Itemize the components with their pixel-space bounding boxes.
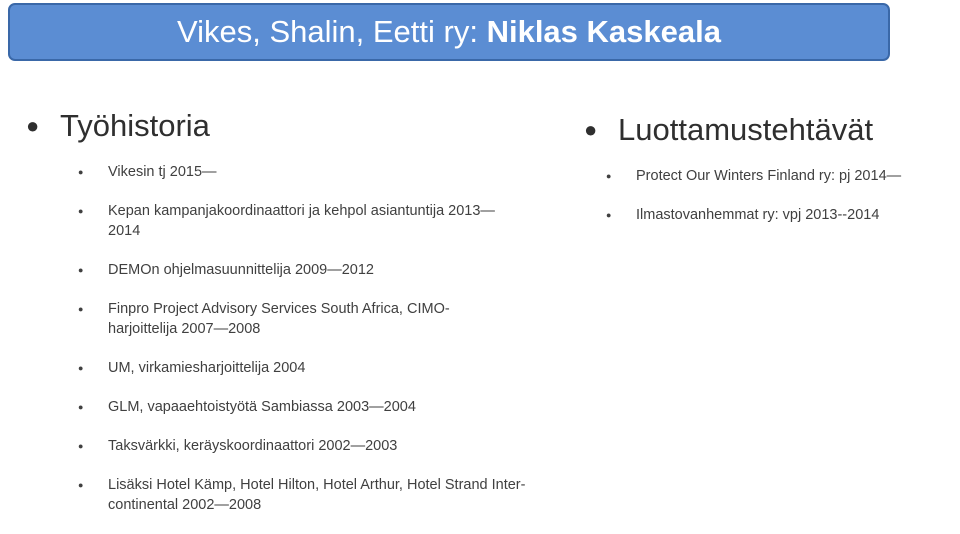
item-text: Taksvärkki, keräyskoordinaattori 2002—2003 [108, 438, 398, 454]
bullet-icon: ● [606, 171, 612, 181]
list-item [26, 162, 566, 182]
bullet-icon: ● [606, 210, 612, 220]
item-text: GLM, vapaaehtoistyötä Sambiassa 2003—2004 [108, 399, 416, 415]
item-text: Kepan kampanjakoordinaattori ja kehpol asiantuntija 2013—2014 [108, 203, 495, 239]
list-item [26, 436, 566, 456]
bullet-icon: ● [78, 480, 84, 490]
heading-text: Luottamustehtävät [618, 112, 874, 147]
item-text: Vikesin tj 2015— [108, 164, 217, 180]
title-prefix: Vikes, Shalin, Eetti ry: [177, 14, 487, 49]
work-history-list [26, 162, 566, 515]
bullet-icon: ● [78, 206, 84, 216]
item-text: Protect Our Winters Finland ry: pj 2014— [636, 168, 902, 184]
bullet-icon: ● [78, 304, 84, 314]
heading-text: Työhistoria [60, 108, 210, 143]
slide-title [177, 14, 721, 50]
positions-of-trust-heading [584, 112, 954, 148]
item-text: DEMOn ohjelmasuunnittelija 2009—2012 [108, 262, 374, 278]
list-item [584, 205, 954, 225]
positions-of-trust-column [584, 112, 954, 244]
list-item [26, 299, 566, 339]
work-history-heading [26, 108, 566, 144]
item-text: Finpro Project Advisory Services South Africa, CIMO-harjoittelija 2007—2008 [108, 301, 450, 337]
bullet-icon: ● [584, 117, 598, 142]
bullet-icon: ● [78, 402, 84, 412]
list-item [26, 475, 566, 515]
title-name: Niklas Kaskeala [486, 14, 721, 49]
list-item [26, 201, 526, 241]
item-text: Lisäksi Hotel Kämp, Hotel Hilton, Hotel Arthur, Hotel Strand Inter-continental 2002—2008 [108, 477, 526, 513]
bullet-icon: ● [78, 167, 84, 177]
bullet-icon: ● [78, 441, 84, 451]
item-text: Ilmastovanhemmat ry: vpj 2013--2014 [636, 207, 880, 223]
list-item [26, 397, 566, 417]
list-item [26, 260, 566, 280]
bullet-icon: ● [78, 363, 84, 373]
list-item [26, 358, 566, 378]
item-text: UM, virkamiesharjoittelija 2004 [108, 360, 306, 376]
list-item [584, 166, 954, 186]
work-history-column [26, 108, 566, 534]
bullet-icon: ● [78, 265, 84, 275]
title-banner [8, 3, 890, 61]
positions-of-trust-list [584, 166, 954, 225]
bullet-icon: ● [26, 113, 40, 138]
